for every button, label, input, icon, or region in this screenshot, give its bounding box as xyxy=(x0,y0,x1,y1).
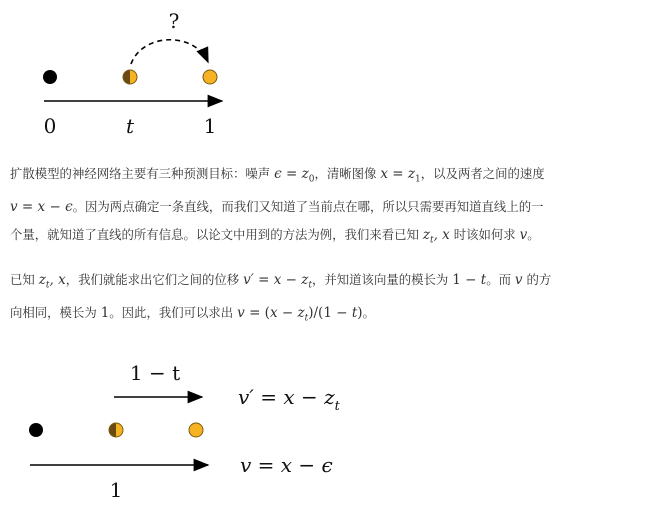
para2-line1: 已知 $z_t$, x，我们就能求出它们之间的位移 $v' = x - z_t$，并知道该向量的模长为 1 − t。而 v 的方 xyxy=(10,272,552,291)
v-prime-equation: $v' = x - z_t$ xyxy=(238,385,340,414)
label-one: 1 xyxy=(203,114,217,138)
dashed-arc-arrow xyxy=(131,40,208,64)
dot-end-2 xyxy=(189,423,203,437)
paragraph-2 xyxy=(10,266,646,333)
dot-t-half xyxy=(123,70,137,84)
label-zero: 0 xyxy=(43,114,57,138)
para1-line2: v = x − ϵ。因为两点确定一条直线，而我们又知道了当前点在哪，所以只需要再知道直线上的一 xyxy=(10,199,544,216)
para1-line3: 个量，就知道了直线的所有信息。以论文中用到的方法为例，我们来看已知 $z_t$, x 时该如何求 v。 xyxy=(10,227,540,246)
question-mark: ? xyxy=(168,9,180,33)
label-t: t xyxy=(125,114,135,138)
label-one-minus-t: 1 − t xyxy=(129,361,181,385)
dot-start-2 xyxy=(29,423,43,437)
label-one-2: 1 xyxy=(109,478,123,502)
paragraph-1 xyxy=(10,160,646,255)
dot-t-half-2 xyxy=(109,423,123,437)
diagram-top xyxy=(0,0,656,150)
para1-line1: 扩散模型的神经网络主要有三种预测目标：噪声 $\epsilon = z_0$，清晰图像 $x = z_1$，以及两者之间的速度 xyxy=(10,166,545,185)
v-equation: v = x − ϵ xyxy=(240,453,333,477)
para2-line2: 向相同，模长为 1。因此，我们可以求出 $v = (x - z_t)/(1 - t)$。 xyxy=(10,305,375,324)
diagram-bottom xyxy=(0,350,656,516)
dot-start xyxy=(43,70,57,84)
dot-end xyxy=(203,70,217,84)
